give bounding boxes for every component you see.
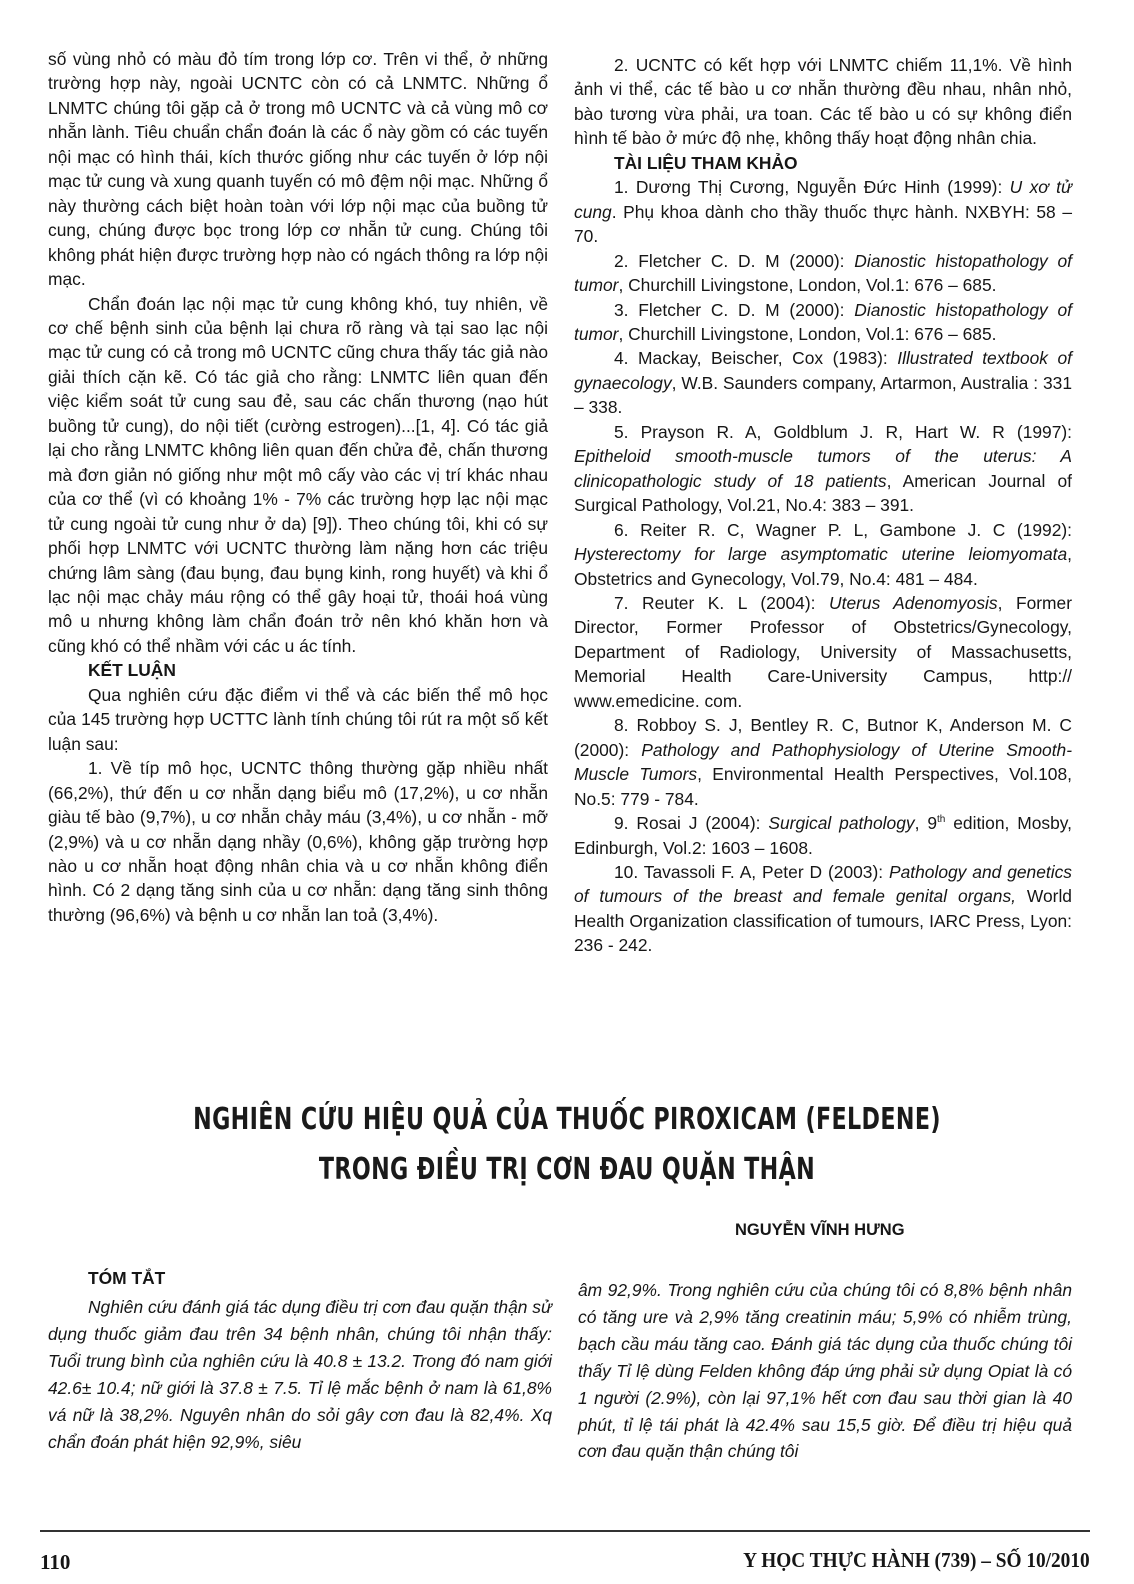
reference-source: , W.B. Saunders company, Artarmon, Australia : 331 – 338.	[574, 372, 1072, 418]
reference-authors: 8. Robboy S. J, Bentley R. C, Butnor K, Anderson M. C (2000):	[574, 715, 1072, 760]
reference-item	[574, 249, 1072, 298]
right-column	[574, 53, 1072, 958]
reference-authors: 6. Reiter R. C, Wagner P. L, Gambone J. C (1992):	[614, 519, 1072, 540]
body-paragraph: Qua nghiên cứu đặc điểm vi thể và các biến thể mô học của 145 trường hợp UCTTC lành tính chúng tôi rút ra một số kết luận sau:	[48, 684, 548, 754]
reference-source: edition, Mosby, Edinburgh, Vol.2: 1603 – 1608.	[574, 813, 1072, 858]
reference-authors: 1. Dương Thị Cương, Nguyễn Đức Hinh (1999):	[614, 177, 1010, 198]
reference-title: Epitheloid smooth-muscle tumors of the uterus: A clinicopathologic study of 18 patients	[574, 446, 1072, 491]
reference-item	[574, 175, 1072, 248]
article-title	[0, 1095, 1134, 1195]
reference-source: , Obstetrics and Gynecology, Vol.79, No.4: 481 – 484.	[574, 544, 1072, 589]
section-heading-references: TÀI LIỆU THAM KHẢO	[614, 152, 798, 173]
reference-source: World Health Organization classification of tumours, IARC Press, Lyon: 236 - 242.	[574, 886, 1072, 956]
reference-authors: 7. Reuter K. L (2004):	[614, 592, 830, 613]
left-column	[48, 47, 548, 927]
abstract-paragraph: Nghiên cứu đánh giá tác dụng điều trị cơn đau quặn thận sử dụng thuốc giảm đau trên 34 bệnh nhân, chúng tôi nhận thấy: Tuổi trung bình của nghiên cứu là 40.8 ± 13.2. Trong đó nam giới 42.6± 10.4; nữ giới là 37.8 ± 7.5. Tỉ lệ mắc bệnh ở nam là 61,8% vá nữ là 38,2%. Nguyên nhân do sỏi gây cơn đau là 82,4%. Xq chẩn đoán phát hiện 92,9%, siêu	[48, 1297, 552, 1452]
body-paragraph: 2. UCNTC có kết hợp với LNMTC chiếm 11,1%. Về hình ảnh vi thể, các tế bào u cơ nhẵn thường đều nhau, nhân nhỏ, bào tương vừa phải, ưa toan. Các tế bào u có sự không điển hình tế bào ở mức độ nhẹ, không thấy hoạt động nhân chia.	[574, 55, 1072, 149]
article-author: NGUYỄN VĨNH HƯNG	[735, 1221, 905, 1239]
reference-item	[574, 713, 1072, 811]
reference-item	[574, 518, 1072, 591]
reference-title: Surgical pathology	[768, 813, 915, 834]
reference-authors: 4. Mackay, Beischer, Cox (1983):	[614, 348, 898, 369]
reference-source: , American Journal of Surgical Pathology, Vol.21, No.4: 383 – 391.	[574, 470, 1072, 516]
reference-authors: 10. Tavassoli F. A, Peter D (2003):	[614, 861, 890, 882]
reference-title: Uterus Adenomyosis	[829, 592, 998, 613]
article-title-line: TRONG ĐIỀU TRỊ CƠN ĐAU QUẶN THẬN	[318, 1152, 816, 1187]
abstract-heading: TÓM TẮT	[88, 1268, 166, 1288]
section-heading-conclusion: KẾT LUẬN	[88, 660, 176, 681]
reference-title: Hysterectomy for large asymptomatic uterine leiomyomata	[574, 544, 1068, 565]
footer-divider	[40, 1530, 1090, 1532]
reference-title: U xơ tử cung	[574, 177, 1072, 222]
reference-source: , Churchill Livingstone, London, Vol.1: 676 – 685.	[618, 323, 997, 344]
abstract-paragraph: âm 92,9%. Trong nghiên cứu của chúng tôi có 8,8% bệnh nhân có tăng ure và 2,9% tăng creatinin máu; 5,9% có nhiễm trùng, bạch cầu máu tăng cao. Đánh giá tác dụng của thuốc chúng tôi thấy Tỉ lệ dùng Felden không đáp ứng phải sử dụng Opiat là có 1 người (2.9%), còn lại 97,1% hết cơn đau sau thời gian là 40 phút, tỉ lệ tái phát là 42.4% sau 15,5 giờ. Để điều trị hiệu quả cơn đau quặn thận chúng tôi	[578, 1280, 1072, 1462]
reference-source: , Environmental Health Perspectives, Vol.108, No.5: 779 - 784.	[574, 764, 1072, 809]
reference-source: , 9	[914, 813, 937, 834]
reference-item	[574, 420, 1072, 518]
reference-source: . Phụ khoa dành cho thầy thuốc thực hành. NXBYH: 58 – 70.	[574, 201, 1072, 247]
abstract-left	[48, 1294, 552, 1455]
reference-item	[574, 860, 1072, 958]
page-number: 110	[40, 1550, 71, 1574]
reference-item	[574, 591, 1072, 713]
body-paragraph: 1. Về típ mô học, UCNTC thông thường gặp nhiều nhất (66,2%), thứ đến u cơ nhẵn dạng biểu mô (17,2%), u cơ nhẵn giàu tế bào (9,7%), u cơ nhẵn chảy máu (3,4%), u cơ nhẵn - mỡ (2,9%) và u cơ nhẵn dạng nhầy (0,6%), không gặp trường hợp nào u cơ nhẵn hoạt động nhân chia và u cơ nhẵn không điển hình. Có 2 dạng tăng sinh của u cơ nhẵn: dạng tăng sinh thông thường (96,6%) và bệnh u cơ nhẵn lan toả (3,4%).	[48, 758, 548, 925]
reference-title: Dianostic histopathology of tumor	[574, 299, 1072, 344]
reference-source: , Former Director, Former Professor of Obstetrics/Gynecology, Department of Radiology, University of Massachusetts, Memorial Health Care-University Campus, http:// www.emedicine. com.	[574, 592, 1073, 711]
reference-item	[574, 811, 1072, 860]
reference-source: , Churchill Livingstone, London, Vol.1: 676 – 685.	[618, 275, 997, 296]
reference-item	[574, 298, 1072, 347]
reference-title: Illustrated textbook of gynaecology	[574, 348, 1072, 393]
reference-item	[574, 346, 1072, 419]
reference-title: Pathology and Pathophysiology of Uterine Smooth-Muscle Tumors	[574, 739, 1073, 785]
reference-authors: 9. Rosai J (2004):	[614, 813, 769, 834]
reference-authors: 5. Prayson R. A, Goldblum J. R, Hart W. R (1997):	[614, 421, 1072, 442]
journal-issue: Y HỌC THỰC HÀNH (739) – SỐ 10/2010	[743, 1548, 1090, 1572]
abstract-right	[578, 1277, 1072, 1465]
reference-title: Dianostic histopathology of tumor	[574, 250, 1072, 296]
reference-superscript: th	[937, 814, 946, 826]
reference-title: Pathology and genetics of tumours of the breast and female genital organs,	[574, 861, 1072, 907]
body-paragraph: số vùng nhỏ có màu đỏ tím trong lớp cơ. Trên vi thể, ở những trường hợp này, ngoài UCNTC còn có cả LNMTC. Những ổ LNMTC chúng tôi gặp cả ở trong mô UCNTC và cả vùng mô cơ nhẵn lành. Tiêu chuẩn chẩn đoán là các ổ này gồm có các tuyến nội mạc có hình thái, kích thước giống như các tuyến ở lớp nội mạc tử cung và xung quanh tuyến có mô đệm nội mạc. Những ổ này thường cách biệt hoàn toàn với lớp nội mạc của buồng tử cung, chúng được bọc trong lớp cơ nhẵn tử cung. Chúng tôi không phát hiện được trường hợp nào có ngách thông ra lớp nội mạc.	[48, 49, 548, 290]
article-title-line: NGHIÊN CỨU HIỆU QUẢ CỦA THUỐC PIROXICAM (FELDENE)	[193, 1102, 941, 1137]
reference-authors: 2. Fletcher C. D. M (2000):	[614, 250, 855, 271]
reference-authors: 3. Fletcher C. D. M (2000):	[614, 299, 855, 320]
reference-list	[574, 175, 1072, 958]
body-paragraph: Chẩn đoán lạc nội mạc tử cung không khó, tuy nhiên, về cơ chế bệnh sinh của bệnh lại chưa rõ ràng và tại sao lạc nội mạc tử cung có cả trong mô UCNTC cũng chưa thấy tác giả nào giải thích cặn kẽ. Có tác giả cho rằng: LNMTC liên quan đến việc kiểm soát tử cung sau đẻ, sau các chấn thương (nạo hút buồng tử cung), do nội tiết (cường estrogen)...[1, 4]. Có tác giả lại cho rằng LNMTC không liên quan đến chửa đẻ, chấn thương mà đơn giản nó giống như một mô cấy vào các vị trí khác nhau của cơ thể (vì có khoảng 1% - 7% các trường hợp lạc nội mạc tử cung ngoài tử cung như ở da) [9]). Theo chúng tôi, khi có sự phối hợp LNMTC với UCNTC thường làm nặng hơn các triệu chứng lâm sàng (đau bụng, đau bụng kinh, rong huyết) và khi ổ lạc nội mạc chảy máu rộng có thể gây hoại tử, thoái hoá vùng mô u nhưng không làm chẩn đoán trở nên khó khăn hơn và cũng khó có thể nhầm với các u ác tính.	[48, 293, 548, 656]
